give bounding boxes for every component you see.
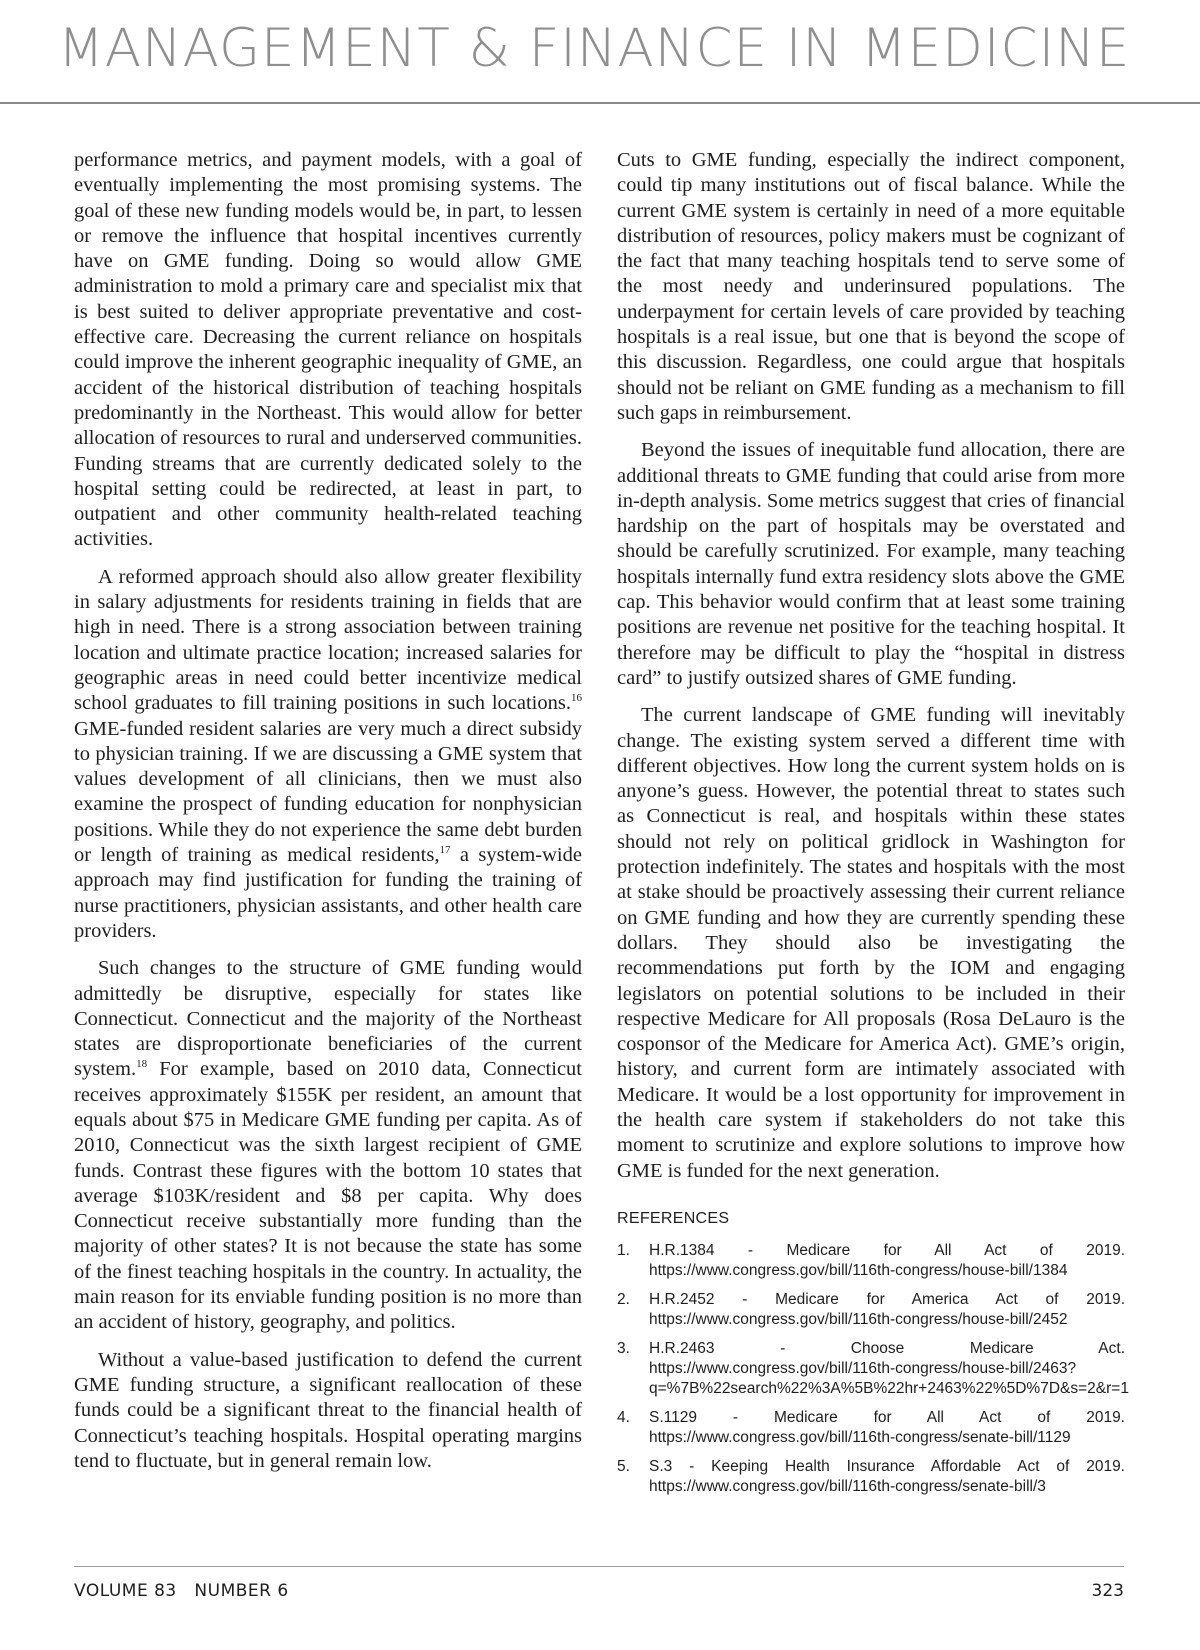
reference-item [617, 1408, 1125, 1448]
reference-item [617, 1457, 1125, 1497]
reference-number: 4. [617, 1409, 630, 1427]
footnote-ref: 16 [571, 692, 582, 705]
paragraph-text: A reformed approach should also allow greater flexibility in salary adjustments for residents training in fields that are high in need. There is a strong association between training location and ultimate practice location; increased salaries for geographic areas in need could better incentivize medical school graduates to fill training positions in such locations. [74, 565, 582, 715]
page-number: 323 [1091, 1581, 1124, 1601]
paragraph [74, 565, 582, 944]
paragraph-text: GME-funded resident salaries are very much a direct subsidy to physician training. If we are discussing a GME system that values development of all clinicians, then we must also examine the prospect of funding education for nonphysician positions. While they do not experience the same debt burden or length of training as medical residents, [74, 717, 582, 867]
reference-item [617, 1339, 1129, 1399]
references-heading: REFERENCES [617, 1209, 730, 1227]
footnote-ref: 17 [439, 844, 451, 857]
reference-text[interactable]: S.3 - Keeping Health Insurance Affordable Act of 2019. https://www.congress.gov/bill/116th-congress/senate-bill/3 [649, 1458, 1125, 1496]
reference-number: 1. [617, 1242, 630, 1260]
footnote-ref: 18 [136, 1058, 148, 1071]
paragraph-text: Such changes to the structure of GME funding would admittedly be disruptive, especially for states like Connecticut. Connecticut and the majority of the Northeast states are disproportionate beneficiaries of the current system. [74, 957, 582, 1081]
paragraph: performance metrics, and payment models, with a goal of eventually implementing the most promising systems. The goal of these new funding models would be, in part, to lessen or remove the influence that hospital incentives currently have on GME funding. Doing so would allow GME administration to mold a primary care and specialist mix that is best suited to deliver appropriate preventative and cost-effective care. Decreasing the current reliance on hospitals could improve the inherent geographic inequality of GME, an accident of the historical distribution of teaching hospitals predominantly in the Northeast. This would allow for better allocation of resources to rural and underserved communities. Funding streams that are currently dedicated solely to the hospital setting could be redirected, at least in part, to outpatient and other community health-related teaching activities. [74, 149, 582, 551]
reference-text[interactable]: S.1129 - Medicare for All Act of 2019. https://www.congress.gov/bill/116th-congress/senate-bill/1129 [649, 1409, 1125, 1447]
paragraph: Beyond the issues of inequitable fund allocation, there are additional threats to GME funding that could arise from more in-depth analysis. Some metrics suggest that cries of financial hardship on the part of hospitals may be overstated and should be carefully scrutinized. For example, many teaching hospitals internally fund extra residency slots above the GME cap. This behavior would confirm that at least some training positions are revenue net positive for the teaching hospital. It therefore may be difficult to play the “hospital in distress card” to justify outsized shares of GME funding. [617, 439, 1125, 689]
reference-number: 3. [617, 1340, 630, 1358]
reference-text[interactable]: H.R.2463 - Choose Medicare Act. https://www.congress.gov/bill/116th-congress/house-bill/2463?q=%7B%22search%22%3A%5B%22hr+2463%22%5D%7D&s=2&r=1 [649, 1340, 1129, 1398]
reference-number: 5. [617, 1458, 630, 1476]
reference-text[interactable]: H.R.2452 - Medicare for America Act of 2019. https://www.congress.gov/bill/116th-congress/house-bill/2452 [649, 1291, 1125, 1329]
reference-number: 2. [617, 1291, 630, 1309]
journal-section-title: MANAGEMENT & FINANCE IN MEDICINE [58, 18, 1131, 79]
right-column [617, 148, 1129, 1506]
paragraph [74, 956, 582, 1335]
paragraph-text: For example, based on 2010 data, Connecticut receives approximately $155K per resident, an amount that equals about $75 in Medicare GME funding per capita. As of 2010, Connecticut was the sixth largest recipient of GME funds. Contrast these figures with the bottom 10 states that average $103K/resident and $8 per capita. Why does Connecticut receive substantially more funding than the majority of other states? It is not because the state has some of the finest teaching hospitals in the country. In actuality, the main reason for its enviable funding position is no more than an accident of history, geography, and politics. [74, 1058, 582, 1334]
reference-item [617, 1290, 1125, 1330]
paragraph: Cuts to GME funding, especially the indirect component, could tip many institutions out of fiscal balance. While the current GME system is certainly in need of a more equitable distribution of resources, policy makers must be cognizant of the fact that many teaching hospitals tend to serve some of the most needy and underinsured populations. The underpayment for certain levels of care provided by teaching hospitals is a real issue, but one that is beyond the scope of this discussion. Regardless, one could argue that hospitals should not be reliant on GME funding as a mechanism to fill such gaps in reimbursement. [617, 149, 1125, 424]
reference-list [617, 1241, 1129, 1497]
reference-text[interactable]: H.R.1384 - Medicare for All Act of 2019. https://www.congress.gov/bill/116th-congress/house-bill/1384 [649, 1242, 1125, 1280]
paragraph: The current landscape of GME funding will inevitably change. The existing system served a different time with different objectives. How long the current system holds on is anyone’s guess. However, the potential threat to states such as Connecticut is real, and hospitals within these states should not rely on political gridlock in Washington for protection indefinitely. The states and hospitals with the most at stake should be proactively assessing their current reliance on GME funding and how they are currently spending these dollars. They should also be investigating the recommendations put forth by the IOM and engaging legislators on potential solutions to be included in their respective Medicare for All proposals (Rosa DeLauro is the cosponsor of the Medicare for America Act). GME’s origin, history, and current form are intimately associated with Medicare. It would be a lost opportunity for improvement in the health care system if stakeholders do not take this moment to scrutinize and explore solutions to improve how GME is funded for the next generation. [617, 704, 1125, 1182]
volume-issue: VOLUME 83 NUMBER 6 [74, 1581, 289, 1601]
paragraph-text: a system-wide approach may find justification for funding the training of nurse practitioners, physician assistants, and other health care providers. [74, 844, 582, 942]
left-column [74, 148, 582, 1486]
page-header [0, 0, 1200, 104]
paragraph: Without a value-based justification to defend the current GME funding structure, a significant reallocation of these funds could be a significant threat to the financial health of Connecticut’s teaching hospitals. Hospital operating margins tend to fluctuate, but in general remain low. [74, 1348, 582, 1472]
reference-item [617, 1241, 1125, 1281]
page-footer [74, 1566, 1124, 1601]
